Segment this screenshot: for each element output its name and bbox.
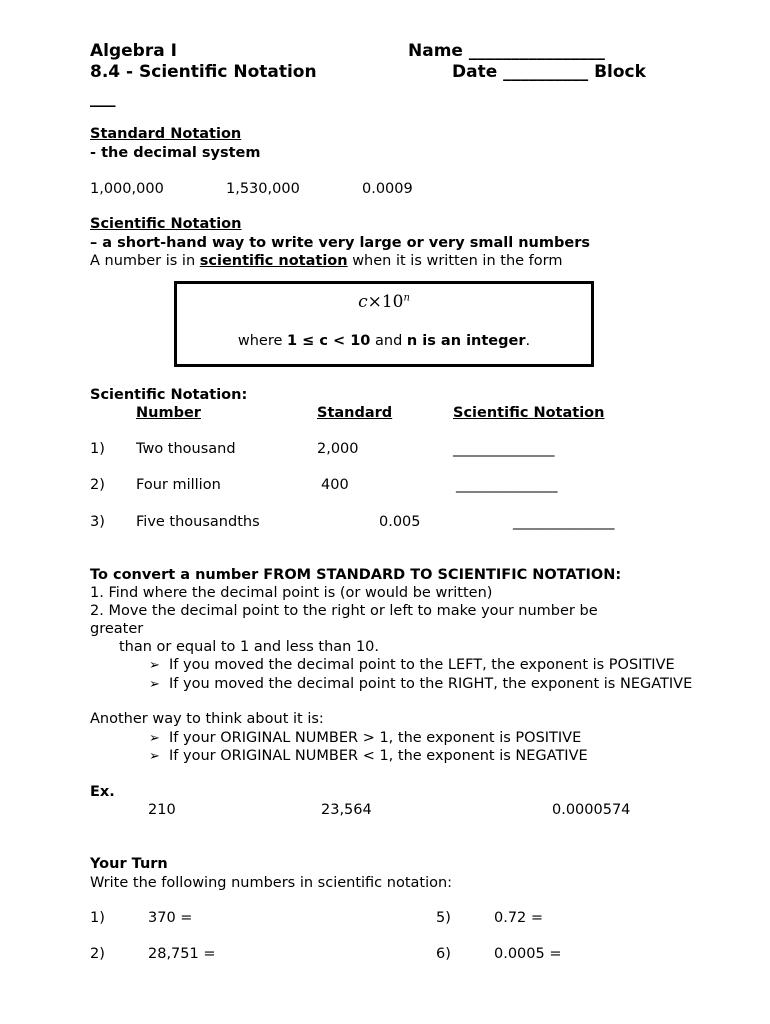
arrow-bullet-icon: ➢ [149, 749, 160, 764]
row-standard: 0.005 [379, 514, 421, 530]
block-blank: ___ [90, 88, 116, 108]
row-answer-blank: ______________ [513, 514, 615, 530]
row-number: 2) [90, 477, 105, 493]
standard-example-3: 0.0009 [362, 181, 413, 197]
row-number: 1) [90, 441, 105, 457]
row-word: Four million [136, 477, 221, 493]
formula: $c\times 10^n$ [358, 292, 410, 312]
row-word: Two thousand [136, 441, 236, 457]
arrow-bullet-icon: ➢ [149, 731, 160, 746]
column-header-scientific: Scientific Notation [453, 405, 605, 421]
standard-example-2: 1,530,000 [226, 181, 300, 197]
example-value: 23,564 [321, 802, 372, 818]
convert-bullet: ➢ If you moved the decimal point to the RIGHT, the exponent is NEGATIVE [149, 676, 693, 692]
table-title: Scientific Notation: [90, 387, 248, 403]
row-answer-blank: ______________ [453, 441, 555, 457]
your-turn-heading: Your Turn [90, 856, 168, 872]
course-title: Algebra I [90, 41, 177, 61]
convert-step-2-cont: than or equal to 1 and less than 10. [119, 639, 380, 655]
arrow-bullet-icon: ➢ [149, 677, 160, 692]
formula-condition: where 1 ≤ c < 10 and n is an integer. [237, 333, 531, 349]
row-answer-blank: ______________ [456, 477, 558, 493]
scientific-notation-intro: A number is in scientific notation when it is written in the form [90, 253, 563, 269]
row-number: 3) [90, 514, 105, 530]
convert-heading: To convert a number FROM STANDARD TO SCIENTIFIC NOTATION: [90, 567, 622, 583]
another-way-bullet: ➢ If your ORIGINAL NUMBER > 1, the exponent is POSITIVE [149, 730, 582, 746]
examples-label: Ex. [90, 784, 115, 800]
arrow-bullet-icon: ➢ [149, 658, 160, 673]
column-header-number: Number [136, 405, 201, 421]
exercise-expression: 0.0005 = [494, 946, 562, 962]
exercise-number: 5) [436, 910, 451, 926]
standard-example-1: 1,000,000 [90, 181, 164, 197]
another-way-bullet: ➢ If your ORIGINAL NUMBER < 1, the exponent is NEGATIVE [149, 748, 588, 764]
exercise-expression: 370 = [148, 910, 193, 926]
scientific-notation-definition: – a short-hand way to write very large or very small numbers [90, 235, 590, 251]
date-block-field: Date __________ Block [452, 62, 646, 82]
exercise-number: 1) [90, 910, 105, 926]
name-field: Name ________________ [408, 41, 605, 61]
convert-step-2: 2. Move the decimal point to the right or left to make your number be [90, 603, 598, 619]
example-value: 0.0000574 [552, 802, 631, 818]
exercise-expression: 28,751 = [148, 946, 216, 962]
scientific-notation-heading: Scientific Notation [90, 216, 242, 232]
example-value: 210 [148, 802, 176, 818]
standard-notation-heading: Standard Notation [90, 126, 242, 142]
lesson-title: 8.4 - Scientific Notation [90, 62, 317, 82]
exercise-number: 6) [436, 946, 451, 962]
formula-box [174, 281, 594, 367]
row-standard: 400 [321, 477, 349, 493]
convert-bullet: ➢ If you moved the decimal point to the LEFT, the exponent is POSITIVE [149, 657, 675, 673]
standard-notation-definition: - the decimal system [90, 145, 261, 161]
convert-step-1: 1. Find where the decimal point is (or would be written) [90, 585, 493, 601]
column-header-standard: Standard [317, 405, 393, 421]
row-word: Five thousandths [136, 514, 260, 530]
convert-step-2-wrap: greater [90, 621, 144, 637]
another-way-heading: Another way to think about it is: [90, 711, 324, 727]
exercise-number: 2) [90, 946, 105, 962]
exercise-expression: 0.72 = [494, 910, 544, 926]
your-turn-instruction: Write the following numbers in scientific notation: [90, 875, 453, 891]
row-standard: 2,000 [317, 441, 359, 457]
